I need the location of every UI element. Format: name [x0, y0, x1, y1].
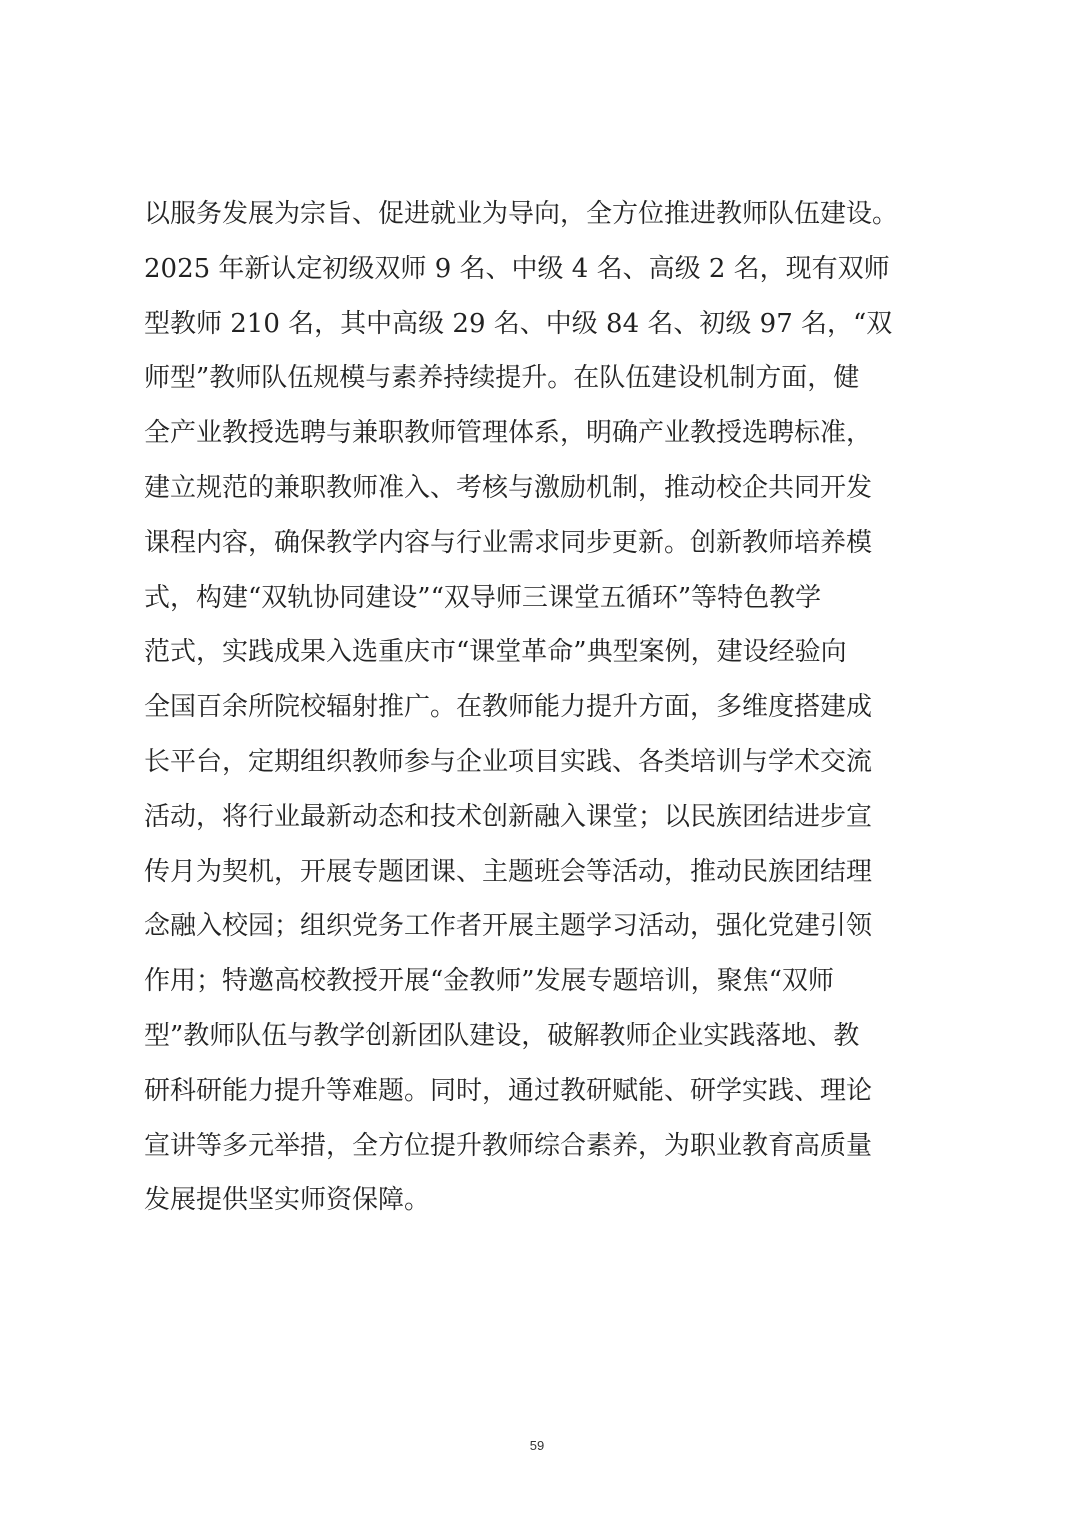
text-line: 建立规范的兼职教师准入、考核与激励机制，推动校企共同开发 [144, 472, 873, 503]
text-line: 型教师 210 名，其中高级 29 名、中级 84 名、初级 97 名，“双 [144, 308, 893, 339]
text-line: 发展提供坚实师资保障。 [144, 1185, 431, 1216]
text-line: 研科研能力提升等难题。同时，通过教研赋能、研学实践、理论 [144, 1075, 873, 1106]
text-line: 以服务发展为宗旨、促进就业为导向，全方位推进教师队伍建设。 [144, 199, 899, 229]
text-line: 课程内容，确保教学内容与行业需求同步更新。创新教师培养模 [144, 527, 873, 558]
text-line: 2025 年新认定初级双师 9 名、中级 4 名、高级 2 名，现有双师 [144, 253, 890, 284]
text-line: 师型”教师队伍规模与素养持续提升。在队伍建设机制方面，健 [144, 363, 860, 394]
text-line: 念融入校园；组织党务工作者开展主题学习活动，强化党建引领 [144, 911, 873, 942]
page-number: 59 [529, 1438, 545, 1453]
body-paragraph [144, 187, 944, 1228]
text-line: 全产业教授选聘与兼职教师管理体系，明确产业教授选聘标准， [144, 418, 873, 449]
text-line: 传月为契机，开展专题团课、主题班会等活动，推动民族团结理 [144, 856, 873, 887]
text-line: 长平台，定期组织教师参与企业项目实践、各类培训与学术交流 [144, 746, 873, 777]
text-line: 宣讲等多元举措，全方位提升教师综合素养，为职业教育高质量 [144, 1130, 873, 1161]
text-line: 全国百余所院校辐射推广。在教师能力提升方面，多维度搭建成 [144, 692, 873, 723]
text-line: 型”教师队伍与教学创新团队建设，破解教师企业实践落地、教 [144, 1020, 860, 1051]
text-line: 活动，将行业最新动态和技术创新融入课堂；以民族团结进步宣 [144, 801, 873, 832]
text-line: 作用；特邀高校教授开展“金教师”发展专题培训，聚焦“双师 [144, 966, 834, 997]
text-line: 式，构建“双轨协同建设”“双导师三课堂五循环”等特色教学 [144, 582, 822, 613]
text-line: 范式，实践成果入选重庆市“课堂革命”典型案例，建设经验向 [144, 637, 847, 668]
